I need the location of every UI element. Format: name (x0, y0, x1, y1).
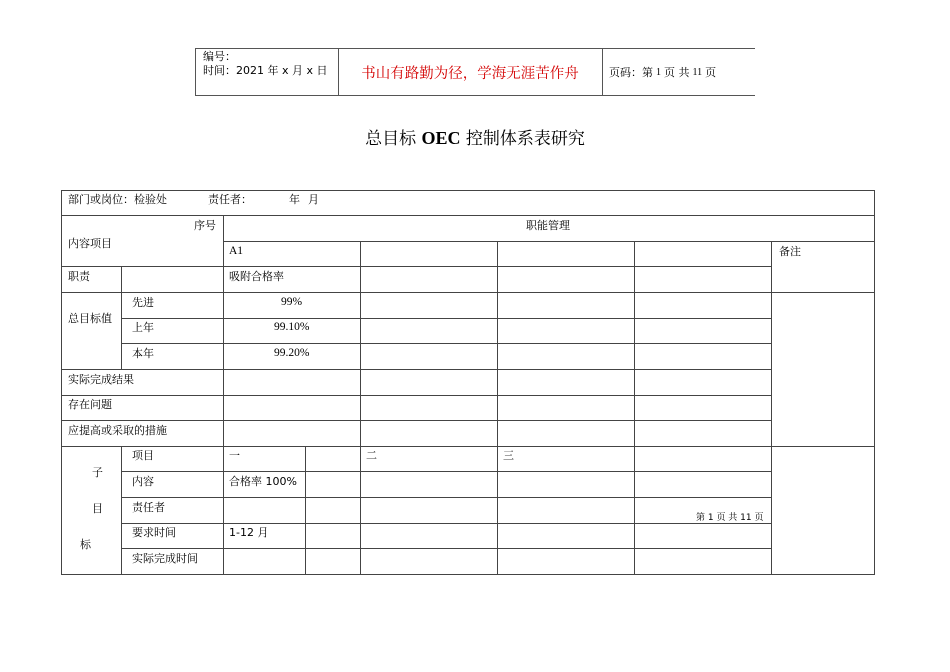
function-label: 职能管理 (526, 219, 570, 232)
page-current: 1 (656, 66, 661, 78)
measures-label: 应提高或采取的措施 (68, 424, 167, 437)
owner-label: 责任者： (208, 193, 252, 206)
doc-time-label: 时间：2021 年 x 月 x 日 (203, 64, 328, 77)
problems-label: 存在问题 (68, 398, 112, 411)
sub-content-value: 合格率 100% (229, 475, 297, 488)
sub-row-content-label: 内容 (132, 475, 154, 488)
sub-row-actual-time-label: 实际完成时间 (132, 552, 198, 565)
page-prefix: 页码：第 (609, 66, 653, 79)
target-this-year-value: 99.20% (274, 347, 310, 359)
duty-label: 职责 (68, 270, 90, 283)
dept-label: 部门或岗位：检验处 (68, 193, 167, 206)
month-label: 月 (308, 193, 319, 206)
target-advanced-value: 99% (281, 296, 303, 308)
target-last-year-value: 99.10% (274, 321, 310, 333)
remarks-label: 备注 (779, 245, 801, 258)
title-suffix: 控制体系表研究 (465, 129, 585, 149)
serial-label: 序号 (194, 219, 216, 232)
actual-result-label: 实际完成结果 (68, 373, 134, 386)
sub-col-1: 一 (229, 449, 240, 462)
duty-value: 吸附合格率 (229, 270, 284, 283)
sub-time-value: 1-12 月 (229, 526, 269, 539)
title-prefix: 总目标 (365, 129, 417, 149)
header-page-number (609, 48, 716, 96)
sub-target-char-1: 子 (92, 466, 103, 479)
page-total: 11 (692, 66, 703, 78)
title-bold: OEC (421, 128, 461, 148)
year-label: 年 (289, 193, 300, 206)
sub-target-char-2: 目 (92, 502, 103, 515)
sub-target-char-3: 标 (80, 538, 91, 551)
header-meta (203, 50, 328, 78)
content-item-label: 内容项目 (68, 237, 112, 250)
target-last-year-label: 上年 (132, 321, 154, 334)
sub-row-owner-label: 责任者 (132, 501, 165, 514)
total-target-label: 总目标值 (68, 312, 112, 325)
sub-row-required-time-label: 要求时间 (132, 526, 176, 539)
page-mid: 页 共 (664, 66, 690, 79)
sub-row-item-label: 项目 (132, 449, 154, 462)
header-slogan: 书山有路勤为径，学海无涯苦作舟 (361, 65, 579, 82)
doc-number-label: 编号： (203, 50, 236, 63)
page-header (195, 48, 755, 96)
page-title (0, 124, 950, 149)
sub-col-3: 三 (503, 449, 514, 462)
page-suffix: 页 (705, 66, 717, 79)
target-advanced-label: 先进 (132, 296, 154, 309)
a1-label: A1 (229, 245, 244, 257)
oec-control-table (61, 190, 875, 575)
target-this-year-label: 本年 (132, 347, 154, 360)
footer-page-number: 第 1 页 共 11 页 (696, 513, 764, 523)
sub-col-2: 二 (366, 449, 377, 462)
